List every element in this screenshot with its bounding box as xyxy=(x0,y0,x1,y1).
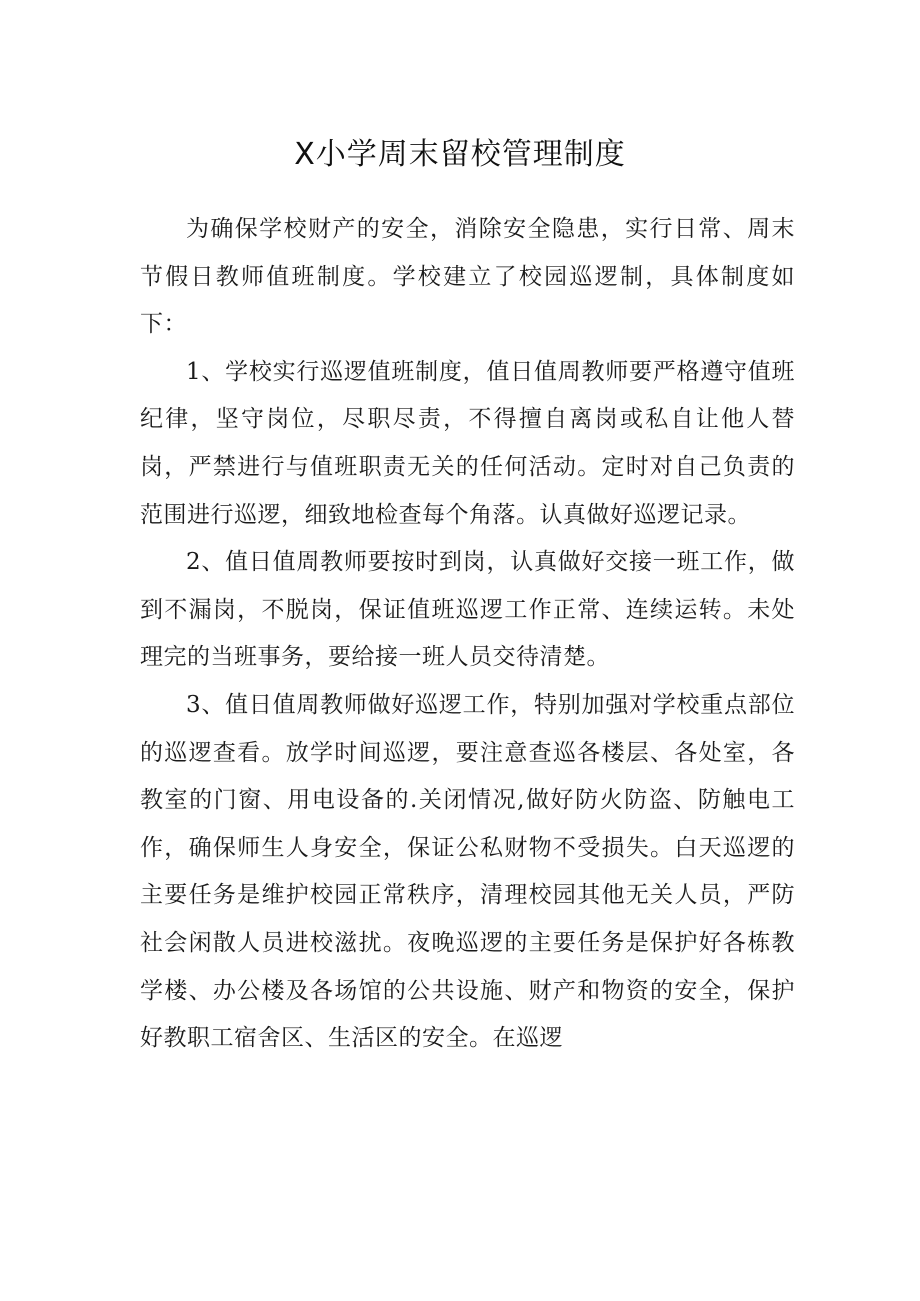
paragraph-rule-2: 2、值日值周教师要按时到岗，认真做好交接一班工作，做到不漏岗，不脱岗，保证值班巡逻工作正常、连续运转。未处理完的当班事务，要给接一班人员交待清楚。 xyxy=(140,549,795,671)
paragraph-intro: 为确保学校财产的安全，消除安全隐患，实行日常、周末节假日教师值班制度。学校建立了校园巡逻制，具体制度如下： xyxy=(140,216,795,338)
document-body xyxy=(140,206,795,1063)
document-title: X小学周末留校管理制度 xyxy=(294,137,626,172)
paragraph-rule-3: 3、值日值周教师做好巡逻工作，特别加强对学校重点部位的巡逻查看。放学时间巡逻，要注意查巡各楼层、各处室，各教室的门窗、用电设备的.关闭情况,做好防火防盗、防触电工作，确保师生人身安全，保证公私财物不受损失。白天巡逻的主要任务是维护校园正常秩序，清理校园其他无关人员，严防社会闲散人员进校滋扰。夜晚巡逻的主要任务是保护好各栋教学楼、办公楼及各场馆的公共设施、财产和物资的安全，保护好教职工宿舍区、生活区的安全。在巡逻 xyxy=(140,691,795,1052)
paragraph-rule-1: 1、学校实行巡逻值班制度，值日值周教师要严格遵守值班纪律，坚守岗位，尽职尽责，不得擅自离岗或私自让他人替岗，严禁进行与值班职责无关的任何活动。定时对自己负责的范围进行巡逻，细致地检查每个角落。认真做好巡逻记录。 xyxy=(140,358,795,528)
